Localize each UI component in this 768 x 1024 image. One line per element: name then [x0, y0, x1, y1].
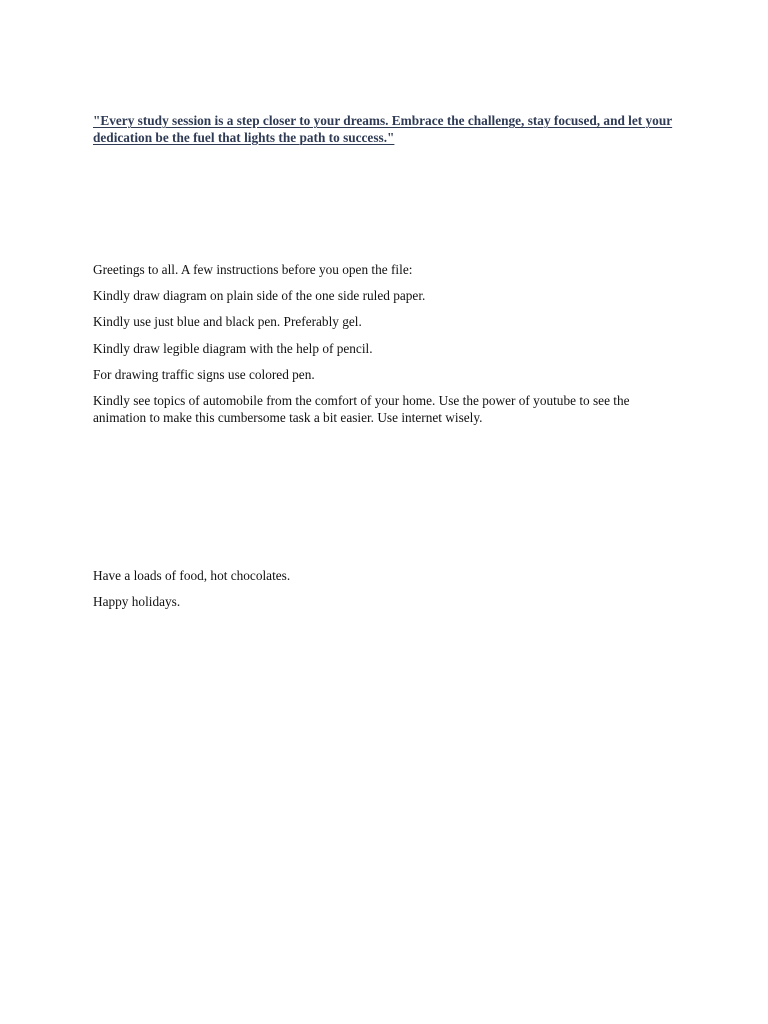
instruction-paragraph: Kindly use just blue and black pen. Preferably gel. — [93, 314, 362, 329]
instruction-paragraph: Kindly draw legible diagram with the help of pencil. — [93, 341, 373, 356]
instruction-paragraph: For drawing traffic signs use colored pen. — [93, 367, 315, 382]
greeting-paragraph: Greetings to all. A few instructions before you open the file: — [93, 262, 413, 277]
closing-paragraph: Happy holidays. — [93, 594, 181, 609]
instruction-paragraph: Kindly see topics of automobile from the comfort of your home. Use the power of youtube to see the animation to make this cumbersome task a bit easier. Use internet wisely. — [93, 393, 630, 425]
closing-paragraph: Have a loads of food, hot chocolates. — [93, 568, 291, 583]
instruction-paragraph: Kindly draw diagram on plain side of the one side ruled paper. — [93, 288, 426, 303]
motivational-quote: "Every study session is a step closer to your dreams. Embrace the challenge, stay focused, and let your dedication be the fuel that lights the path to success." — [93, 113, 673, 145]
